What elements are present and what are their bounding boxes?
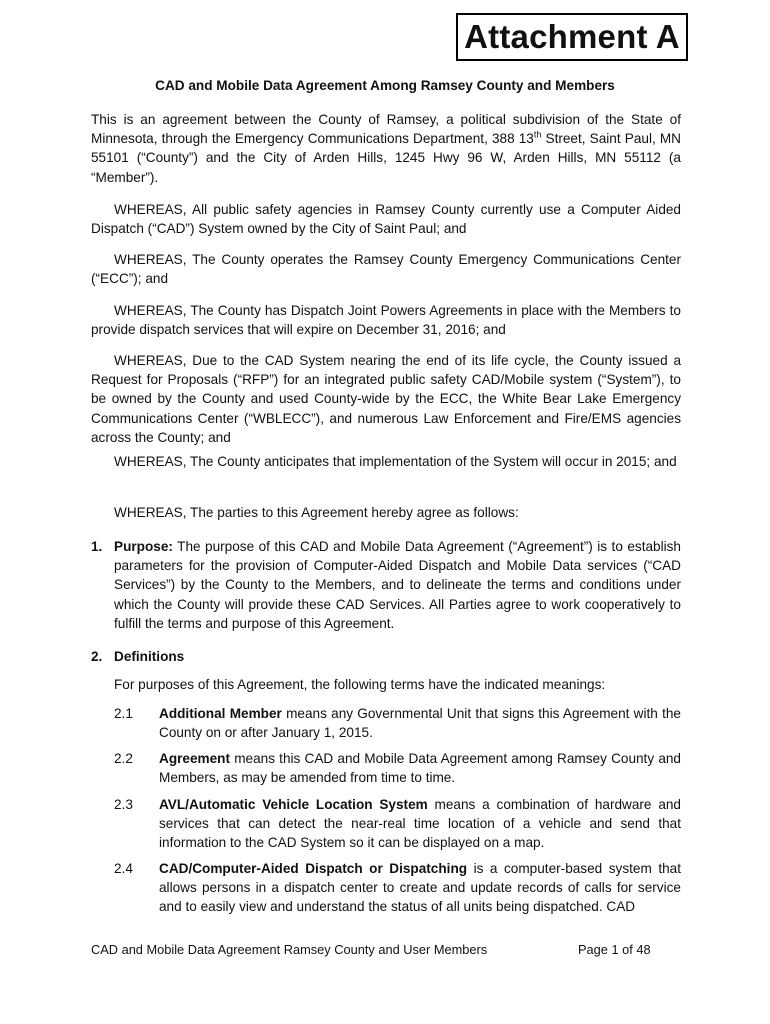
definition-item [114,704,681,742]
whereas-paragraph: WHEREAS, Due to the CAD System nearing the end of its life cycle, the County issued a Request for Proposals (“RFP”) for an integrated public safety CAD/Mobile system (“System”), to be owned by the County and used County-wide by the ECC, the White Bear Lake Emergency Communications Center (“WBLECC”), and numerous Law Enforcement and Fire/EMS agencies across the County; and [91,353,681,445]
section-body: The purpose of this CAD and Mobile Data Agreement (“Agreement”) is to establish parameters for the provision of Computer-Aided Dispatch and Mobile Data services (“CAD Services”) by the County to the Members, and to delineate the terms and conditions under which the County will provide these CAD Services. All Parties agree to work cooperatively to fulfill the terms and purpose of this Agreement. [114,539,681,631]
definition-item [114,795,681,853]
whereas-paragraph: WHEREAS, The County anticipates that implementation of the System will occur in 2015; and [114,454,677,469]
section-number: 1. [91,539,103,554]
definition-term: AVL/Automatic Vehicle Location System [159,797,428,812]
definition-text: means a combination of hardware and services that can detect the near-real time location of a vehicle and send that information to the CAD System so it can be displayed on a map. [159,797,681,851]
definition-term: Additional Member [159,706,282,721]
definition-term: CAD/Computer-Aided Dispatch or Dispatching [159,861,468,876]
whereas-paragraph: WHEREAS, The County has Dispatch Joint Powers Agreements in place with the Members to provide dispatch services that will expire on December 31, 2016; and [91,303,681,338]
definition-text: means any Governmental Unit that signs this Agreement with the County on or after January 1, 2015. [159,706,681,741]
definition-text: is a computer-based system that allows persons in a dispatch center to create and update records of calls for service and to easily view and understand the status of all units being dispatched. CAD [159,861,681,915]
section-heading: Purpose: [114,539,173,554]
document-title: CAD and Mobile Data Agreement Among Ramsey County and Members [155,78,615,93]
section-purpose-text [114,537,681,633]
intro-part2: Street, Saint Paul, MN 55101 (“County”) and the City of Arden Hills, 1245 Hwy 96 W, Arden Hills, MN 55112 (a “Member”). [91,131,681,185]
whereas-paragraph: WHEREAS, The County operates the Ramsey County Emergency Communications Center (“ECC”); and [91,252,681,287]
definition-text: means this CAD and Mobile Data Agreement among Ramsey County and Members, as may be amended from time to time. [159,751,681,786]
definition-term: Agreement [159,751,231,766]
whereas-paragraph: WHEREAS, The parties to this Agreement hereby agree as follows: [114,505,519,520]
section-definitions [91,647,681,666]
definition-number: 2.3 [114,797,133,812]
section-heading: Definitions [114,649,185,664]
attachment-label: Attachment A [456,13,688,61]
definition-number: 2.4 [114,861,133,876]
footer-title: CAD and Mobile Data Agreement Ramsey County and User Members [91,942,488,957]
definition-number: 2.1 [114,706,133,721]
section-purpose [91,537,681,633]
intro-part1: This is an agreement between the County of Ramsey, a political subdivision of the State of Minnesota, through the Emergency Communications Department, 388 13 [91,112,681,147]
definition-item [114,859,681,917]
intro-superscript: th [533,129,542,140]
section-number: 2. [91,649,103,664]
definition-item [114,749,681,787]
definitions-intro: For purposes of this Agreement, the following terms have the indicated meanings: [114,677,606,692]
page-number: Page 1 of 48 [578,942,651,957]
intro-paragraph [91,110,681,187]
definition-number: 2.2 [114,751,133,766]
whereas-paragraph: WHEREAS, All public safety agencies in Ramsey County currently use a Computer Aided Dispatch (“CAD”) System owned by the City of Saint Paul; and [91,202,681,237]
